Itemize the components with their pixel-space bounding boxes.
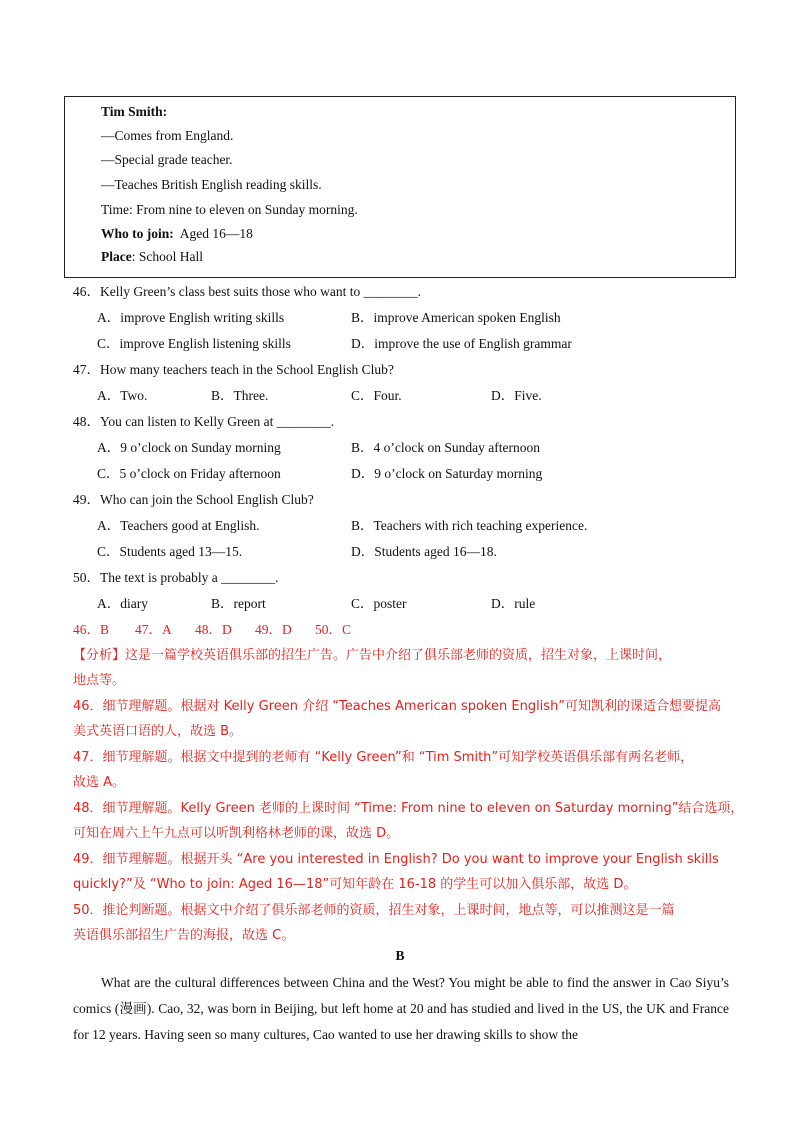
option: A．improve English writing skills bbox=[97, 310, 285, 325]
analysis-line: 可知在周六上午九点可以听凯利格林老师的课，故选 D。 bbox=[73, 826, 400, 841]
notice-line: —Comes from England. bbox=[101, 128, 234, 143]
analysis-line: 【分析】这是一篇学校英语俱乐部的招生广告。广告中介绍了俱乐部老师的资质，招生对象，上课时间， bbox=[73, 648, 672, 663]
who-value: Aged 16—18 bbox=[179, 226, 253, 241]
who-to-join bbox=[101, 226, 253, 242]
option: A．Two. bbox=[97, 388, 148, 403]
analysis-line: 地点等。 bbox=[73, 673, 126, 688]
option: D．Five. bbox=[491, 388, 542, 403]
option: C．improve English listening skills bbox=[97, 336, 291, 351]
question-stem: 49．Who can join the School English Club? bbox=[73, 492, 314, 507]
place-value: : School Hall bbox=[131, 249, 203, 264]
answer: 47．A bbox=[135, 622, 172, 637]
teacher-name: Tim Smith: bbox=[101, 104, 168, 119]
question-stem: 48．You can listen to Kelly Green at ________. bbox=[73, 414, 335, 429]
place bbox=[101, 249, 203, 265]
analysis-line: 故选 A。 bbox=[73, 775, 126, 790]
option: B．Teachers with rich teaching experience. bbox=[351, 518, 588, 533]
analysis-line: 美式英语口语的人，故选 B。 bbox=[73, 724, 243, 739]
analysis-line: 英语俱乐部招生广告的海报，故选 C。 bbox=[73, 928, 295, 943]
option: B．improve American spoken English bbox=[351, 310, 561, 325]
notice-box bbox=[64, 96, 736, 278]
option: B．Three. bbox=[211, 388, 269, 403]
option: C．poster bbox=[351, 596, 407, 611]
option: C．Four. bbox=[351, 388, 402, 403]
option: D．rule bbox=[491, 596, 536, 611]
answer: 50．C bbox=[315, 622, 352, 637]
option: A．9 o’clock on Sunday morning bbox=[97, 440, 281, 455]
option: C．5 o’clock on Friday afternoon bbox=[97, 466, 281, 481]
option: D．Students aged 16—18. bbox=[351, 544, 497, 559]
option: C．Students aged 13—15. bbox=[97, 544, 243, 559]
answer: 49．D bbox=[255, 622, 292, 637]
answer: 48．D bbox=[195, 622, 232, 637]
analysis-line: 47．细节理解题。根据文中提到的老师有 “Kelly Green”和 “Tim Smith”可知学校英语俱乐部有两名老师， bbox=[73, 750, 694, 765]
analysis-line: 50．推论判断题。根据文中介绍了俱乐部老师的资质，招生对象，上课时间，地点等，可以推测这是一篇 bbox=[73, 903, 675, 918]
option: B．report bbox=[211, 596, 266, 611]
option: D．improve the use of English grammar bbox=[351, 336, 572, 351]
section-heading: B bbox=[395, 948, 405, 963]
question-stem: 46．Kelly Green’s class best suits those who want to ________. bbox=[73, 284, 421, 299]
question-stem: 50．The text is probably a ________. bbox=[73, 570, 279, 585]
answer: 46．B bbox=[73, 622, 110, 637]
place-label: Place bbox=[101, 249, 132, 264]
option: A．Teachers good at English. bbox=[97, 518, 260, 533]
notice-line: —Teaches British English reading skills. bbox=[101, 177, 322, 192]
who-label: Who to join: bbox=[101, 226, 174, 241]
notice-line: —Special grade teacher. bbox=[101, 152, 233, 167]
analysis-line: 49．细节理解题。根据开头 “Are you interested in English? Do you want to improve your English skills bbox=[73, 852, 719, 867]
analysis-line: 46．细节理解题。根据对 Kelly Green 介绍 “Teaches American spoken English”可知凯利的课适合想要提高 bbox=[73, 699, 722, 714]
option: A．diary bbox=[97, 596, 148, 611]
option: D．9 o’clock on Saturday morning bbox=[351, 466, 543, 481]
analysis-line: quickly?”及 “Who to join: Aged 16—18”可知年龄在 16-18 的学生可以加入俱乐部，故选 D。 bbox=[73, 877, 637, 892]
notice-line: Time: From nine to eleven on Sunday morning. bbox=[101, 202, 358, 217]
passage-paragraph: What are the cultural differences between China and the West? You might be able to find the answer in Cao Siyu’s comics (漫画). Cao, 32, was born in Beijing, but left home at 20 and has studied and lived in the US, the UK and France for 12 years. Having seen so many cultures, Cao wanted to use her drawing skills to show the bbox=[73, 975, 729, 1042]
option: B．4 o’clock on Sunday afternoon bbox=[351, 440, 540, 455]
analysis-line: 48．细节理解题。Kelly Green 老师的上课时间 “Time: From nine to eleven on Saturday morning”结合选项， bbox=[73, 801, 744, 816]
question-stem: 47．How many teachers teach in the School English Club? bbox=[73, 362, 394, 377]
